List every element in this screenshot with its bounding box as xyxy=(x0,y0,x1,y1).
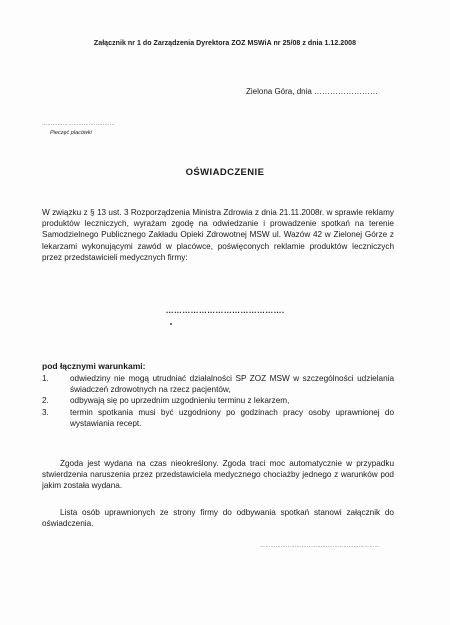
signature-dotted-line: …………………………………………………………… xyxy=(260,543,380,549)
list-item xyxy=(42,395,394,406)
list-item-number: 1. xyxy=(42,374,49,383)
list-item-number: 3. xyxy=(42,407,49,417)
conditions-list xyxy=(42,373,394,429)
list-item-text: termin spotkania musi być uzgodniony po godzinach pracy osoby uprawnionej do wystawiania recept. xyxy=(70,407,394,428)
list-item-number: 2. xyxy=(42,396,49,406)
statement-paragraph: W związku z § 13 ust. 3 Rozporządzenia Ministra Zdrowia z dnia 21.11.2008r. w sprawie reklamy produktów leczniczych, wyrażam zgodę na odwiedzanie i prowadzenie spotkań na terenie Samodzielnego Publicznego Zakładu Opieki Zdrowotnej MSW ul. Wazów 42 w Zielonej Górze z lekarzami wykonującymi zawód w placówce, poświęconych reklamie produktów leczniczych przez przedstawicieli medycznych firmy: xyxy=(42,208,394,262)
validity-paragraph: Zgoda jest wydana na czas nieokreślony. Zgoda traci moc automatycznie w przypadku stwierdzenia naruszenia przez przedstawiciela medycznego chociażby jednego z warunków pod jakim została wydana. xyxy=(42,459,394,491)
annex-note: Załącznik nr 1 do Zarządzenia Dyrektora ZOZ MSWiA nr 25/08 z dnia 1.12.2008 xyxy=(93,40,357,47)
list-item xyxy=(42,373,394,395)
place-and-date: Zielona Góra, dnia …………………… xyxy=(246,87,379,96)
stamp-label: Pieczęć placówki xyxy=(50,130,92,136)
conditions-heading: pod łącznymi warunkami: xyxy=(42,361,146,371)
scan-speck xyxy=(170,323,172,325)
company-name-placeholder: ……………………………………. xyxy=(165,306,285,315)
list-item-text: odwiedziny nie mogą utrudniać działalności SP ZOZ MSW w szczególności udzielania świadczeń zdrowotnych na rzecz pacjentów, xyxy=(70,374,394,395)
list-item xyxy=(42,407,394,429)
stamp-dotted-line: …………………………………… xyxy=(42,121,115,127)
list-item-text: odbywają się po uprzednim uzgodnieniu terminu z lekarzem, xyxy=(70,396,290,406)
attachment-paragraph: Lista osób uprawnionych ze strony firmy do odbywania spotkań stanowi załącznik do oświadczenia. xyxy=(42,508,394,529)
document-title: OŚWIADCZENIE xyxy=(185,167,265,178)
